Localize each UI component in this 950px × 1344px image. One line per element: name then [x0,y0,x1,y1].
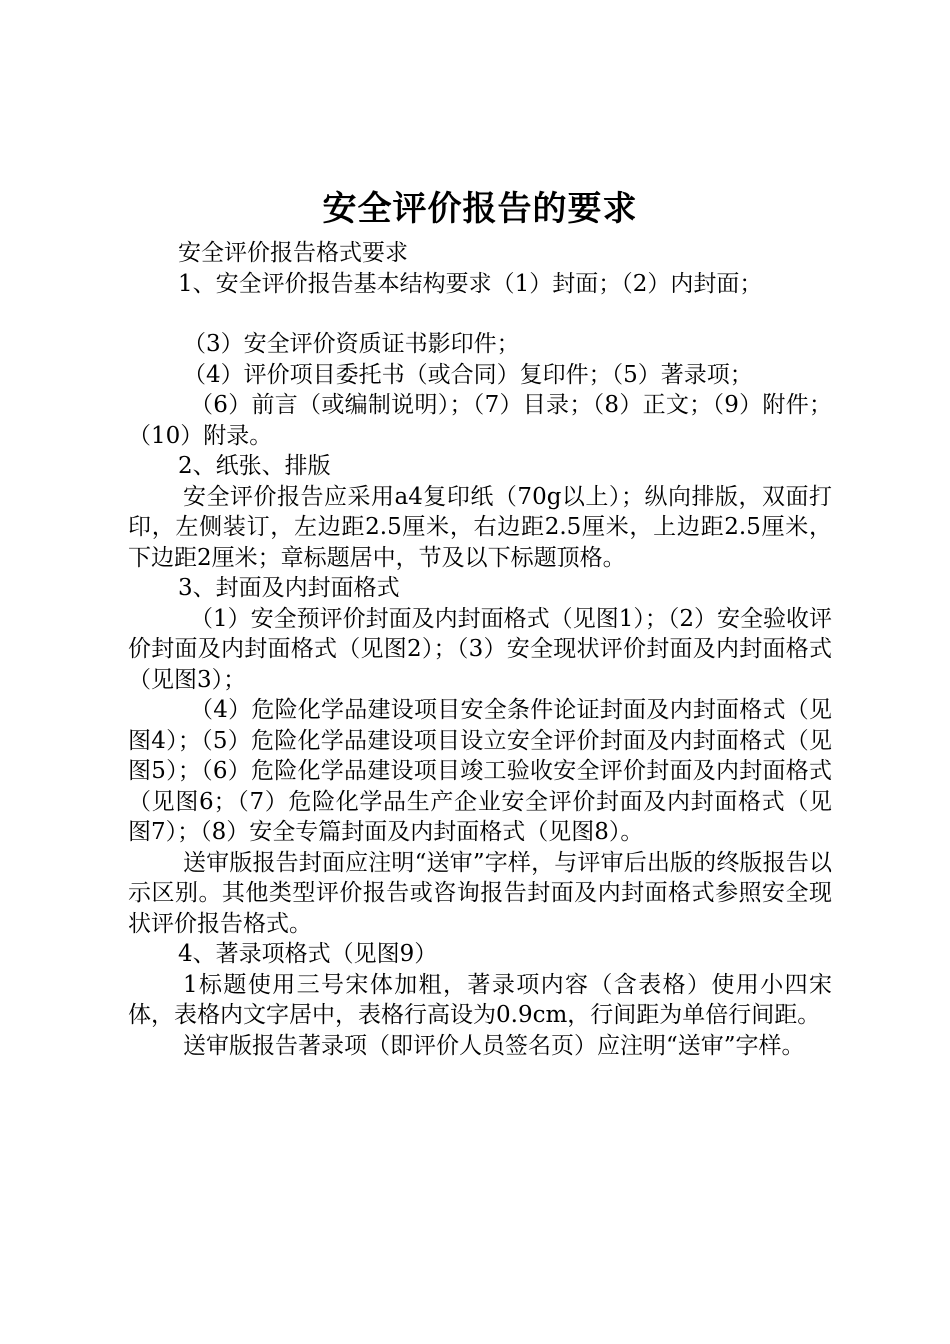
paragraph-cover-heading: 3、封面及内封面格式 [178,575,400,601]
paragraph-item-3: （3）安全评价资质证书影印件； [183,331,520,357]
paragraph-review-cover: 送审版报告封面应注明“送审”字样，与评审后出版的终版报告以示区别。其他类型评价报告或咨询报告封面及内封面格式参照安全现状评价报告格式。 [128,849,832,937]
paragraph-paper-layout-heading: 2、纸张、排版 [178,453,331,479]
paragraph-item-4-5: （4）评价项目委托书（或合同）复印件；（5）著录项； [183,361,753,388]
paragraph-review-record: 送审版报告著录项（即评价人员签名页）应注明“送审”字样。 [183,1032,805,1059]
paragraph-paper-layout-body: 安全评价报告应采用a4复印纸（70g以上）；纵向排版，双面打印，左侧装订，左边距2.5厘米，右边距2.5厘米，上边距2.5厘米，下边距2厘米；章标题居中，节及以下标题顶格。 [128,483,832,571]
paragraph-item-6-10: （6）前言（或编制说明）；（7）目录；（8）正文；（9）附件；（10）附录。 [128,392,832,449]
document-title: 安全评价报告的要求 [322,189,638,229]
paragraph-cover-items-4-8: （4）危险化学品建设项目安全条件论证封面及内封面格式（见图4）；（5）危险化学品建设项目设立安全评价封面及内封面格式（见图5）；（6）危险化学品建设项目竣工验收安全评价封面及内封面格式（见图6；（7）危险化学品生产企业安全评价封面及内封面格式（见图7）；（8）安全专篇封面及内封面格式（见图8）。 [128,697,832,845]
paragraph-record-body: 1标题使用三号宋体加粗，著录项内容（含表格）使用小四宋体，表格内文字居中，表格行高设为0.9cm，行间距为单倍行间距。 [128,971,832,1028]
blank-line [128,299,832,329]
document-page [128,180,832,1061]
paragraph-record-heading: 4、著录项格式（见图9） [178,941,438,967]
paragraph-structure-requirements: 1、安全评价报告基本结构要求（1）封面；（2）内封面； [178,270,763,297]
paragraph-format-heading: 安全评价报告格式要求 [178,240,408,266]
paragraph-cover-items-1-3: （1）安全预评价封面及内封面格式（见图1）；（2）安全验收评价封面及内封面格式（见图2）；（3）安全现状评价封面及内封面格式（见图3）； [128,605,832,693]
